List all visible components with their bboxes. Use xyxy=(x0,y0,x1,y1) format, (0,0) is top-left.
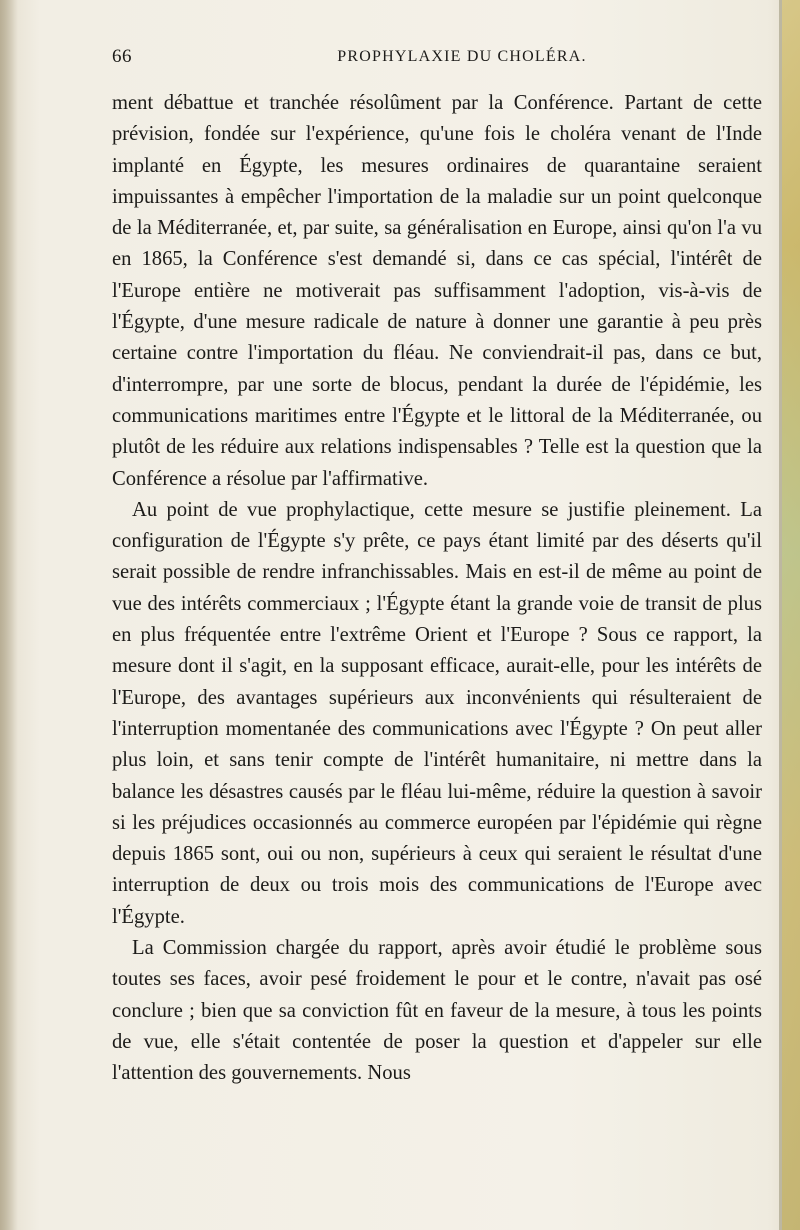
page-number: 66 xyxy=(112,46,132,67)
body-text xyxy=(112,88,762,1090)
paragraph: La Commission chargée du rapport, après avoir étudié le problème sous toutes ses faces, avoir pesé froidement le pour et le contre, n'avait pas osé conclure ; bien que sa conviction fût en faveur de la mesure, à tous les points de vue, elle s'était contentée de poser la question et d'appeler sur elle l'attention des gouvernements. Nous xyxy=(112,937,762,1085)
paragraph: ment débattue et tranchée résolûment par la Conférence. Partant de cette prévision, fondée sur l'expérience, qu'une fois le choléra venant de l'Inde implanté en Égypte, les mesures ordinaires de quarantaine seraient impuissantes à empêcher l'importation de la maladie sur un point quelconque de la Méditerranée, et, par suite, sa généralisation en Europe, ainsi qu'on l'a vu en 1865, la Conférence s'est demandé si, dans ce cas spécial, l'intérêt de l'Europe entière ne motiverait pas suffisamment l'adoption, vis-à-vis de l'Égypte, d'une mesure radicale de nature à donner une garantie à peu près certaine contre l'importation du fléau. Ne conviendrait-il pas, dans ce but, d'interrompre, par une sorte de blocus, pendant la durée de l'épidémie, les communications maritimes entre l'Égypte et le littoral de la Méditerranée, ou plutôt de les réduire aux relations indispensables ? Telle est la question que la Conférence a résolue par l'affirmative. xyxy=(112,92,762,490)
paragraph: Au point de vue prophylactique, cette mesure se justifie pleinement. La configuration de l'Égypte s'y prête, ce pays étant limité par des déserts qu'il serait possible de rendre infranchissables. Mais en est-il de même au point de vue des intérêts commerciaux ; l'Égypte étant la grande voie de transit de plus en plus fréquentée entre l'extrême Orient et l'Europe ? Sous ce rapport, la mesure dont il s'agit, en la supposant efficace, aurait-elle, pour les intérêts de l'Europe, des avantages supérieurs aux inconvénients qui résulteraient de l'interruption momentanée des communications avec l'Égypte ? On peut aller plus loin, et sans tenir compte de l'intérêt humanitaire, ni mettre dans la balance les désastres causés par le fléau lui-même, réduire la question à savoir si les préjudices occasionnés au commerce européen par l'épidémie qui règne depuis 1865 sont, oui ou non, supérieurs à ceux qui seraient le résultat d'une interruption de deux ou trois mois des communications de l'Europe avec l'Égypte. xyxy=(112,498,762,928)
running-title: PROPHYLAXIE DU CHOLÉRA. xyxy=(337,48,587,65)
page-header xyxy=(112,46,762,76)
page-gutter-shadow xyxy=(0,0,18,1230)
page-fore-edge xyxy=(782,0,800,1230)
